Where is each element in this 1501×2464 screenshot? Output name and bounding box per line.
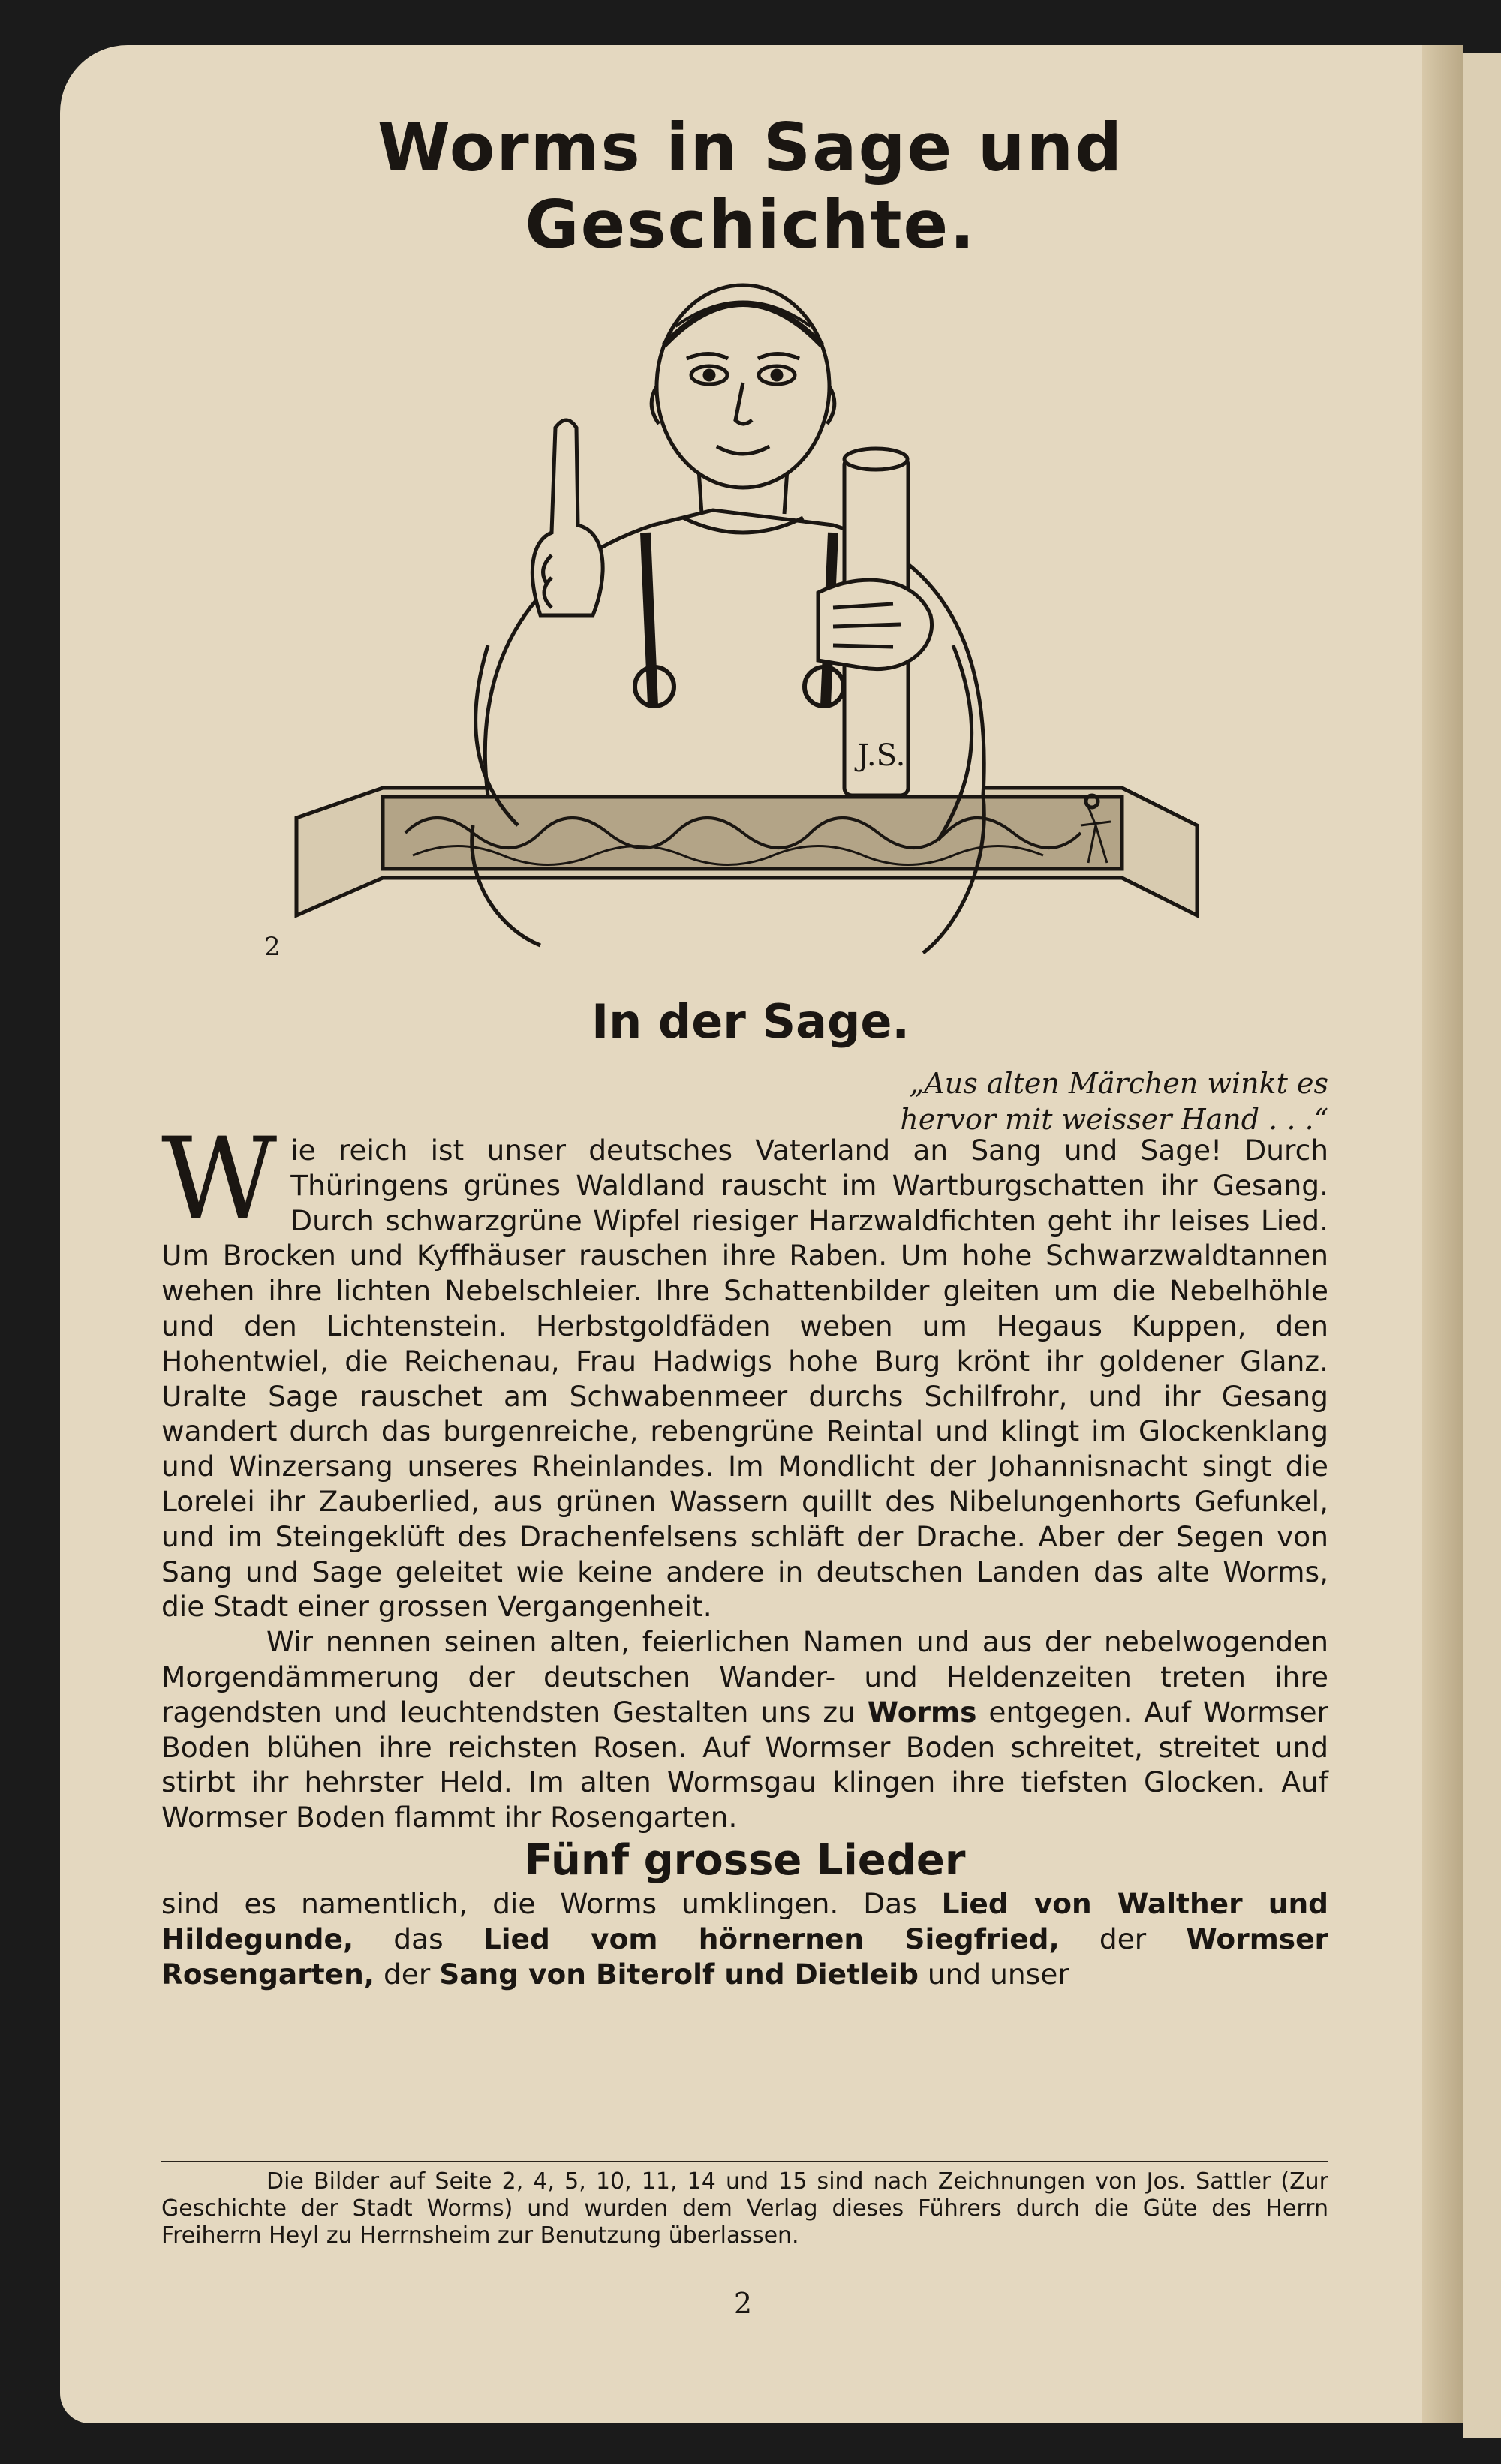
page-number: 2 (733, 2287, 753, 2320)
footnote-text: Die Bilder auf Seite 2, 4, 5, 10, 11, 14 und 15 sind nach Zeichnungen von Jos. Sattler (Zur Geschichte der Stadt Worms) und wurden dem Verlag dieses Führers durch die Güte des Herrn Freiherrn Heyl zu Herrnsheim zur Benutzung überlassen. (161, 2168, 1328, 2249)
p3-text-g: der (374, 1957, 440, 1991)
motto-line-2: hervor mit weisser Hand . . .“ (900, 1103, 1328, 1136)
p3-bold-walther: Lied von Walther und Hildegunde, (161, 1886, 1328, 1955)
section-title: In der Sage. (591, 994, 910, 1049)
motto-line-1: „Aus alten Märchen winkt es (909, 1067, 1328, 1100)
drop-cap: W (161, 1114, 278, 1245)
p3-text-a: sind es namentlich, die Worms umklingen. Das (161, 1886, 942, 1920)
paragraph-2-bold: Worms (867, 1695, 977, 1729)
monk-illustration (293, 255, 1201, 960)
p3-text-e: der (1059, 1922, 1187, 1955)
p3-text-i: und unser (918, 1957, 1069, 1991)
illustration-number: 2 (264, 932, 281, 962)
p3-text-c: das (353, 1922, 483, 1955)
motto-quote (811, 1065, 1328, 1137)
paragraph-1-text: ie reich ist unser deutsches Vaterland an Sang und Sage! Durch Thüringens grünes Waldland rauscht im Wartburgschatten ihr Gesang. Durch schwarzgrüne Wipfel riesiger Harzwaldfichten geht ihr leises Lied. Um Brocken und Kyffhäuser rauschen ihre Raben. Um hohe Schwarzwaldtannen wehen ihre lichten Nebelschleier. Ihre Schattenbilder gleiten um die Nebelhöhle und den Lichtenstein. Herbstgoldfäden weben um Hegaus Kuppen, den Hohentwiel, die Reichenau, Frau Hadwigs hohe Burg krönt ihr goldener Glanz. Uralte Sage rauschet am Schwabenmeer durchs Schilfrohr, und ihr Gesang wandert durch das burgenreiche, rebengrüne Reintal und klingt im Glockenklang und Winzersang unseres Rheinlandes. Im Mondlicht der Johannisnacht singt die Lorelei ihr Zauberlied, aus grünen Wassern quillt des Nibelungenhorts Gefunkel, und im Steingeklüft des Drachenfelsens schläft der Drache. Aber der Segen von Sang und Sage geleitet wie keine andere in deutschen Landen das alte Worms, die Stadt einer grossen Vergangenheit. (161, 1134, 1328, 1624)
page-title: Worms in Sage und Geschichte. (377, 109, 1124, 263)
p3-bold-rosengarten: Wormser Rosengarten, (161, 1922, 1329, 1991)
p3-bold-siegfried: Lied vom hörnernen Siegfried, (483, 1922, 1060, 1955)
paragraph-2-text-a: Wir nennen seinen alten, feierlichen Namen und aus der nebelwogenden Morgendämmerung der deutschen Wander- und Heldenzeiten treten ihre ragendsten und leuchtendsten Gestalten uns zu (161, 1625, 1328, 1729)
footnote (161, 2168, 1328, 2249)
p3-bold-biterolf: Sang von Biterolf und Dietleib (439, 1957, 919, 1991)
scroll-monogram: J.S. (857, 738, 906, 773)
footnote-rule (161, 2161, 1328, 2162)
paragraph-2 (161, 1624, 1328, 1835)
paragraph-3 (161, 1886, 1328, 1991)
paragraph-2-text-b: entgegen. Auf Wormser Boden blühen ihre reichsten Rosen. Auf Wormser Boden schreitet, streitet und stirbt ihr hehrster Held. Im alten Wormsgau klingen ihre tiefsten Glocken. Auf Wormser Boden flammt ihr Rosengarten. (161, 1695, 1328, 1834)
page-fold (1422, 45, 1463, 2423)
section-heading-lieder: Fünf grosse Lieder (524, 1835, 966, 1885)
adjacent-page-edge (1463, 53, 1501, 2438)
